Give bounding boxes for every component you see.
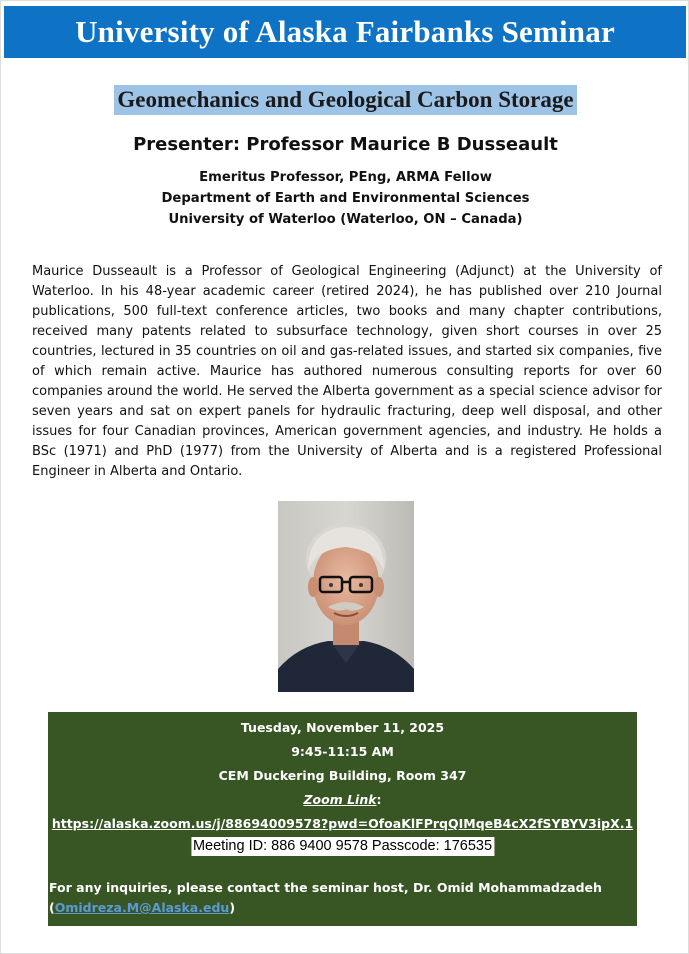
event-location: CEM Duckering Building, Room 347 — [218, 768, 467, 783]
presenter-bio: Maurice Dusseault is a Professor of Geological Engineering (Adjunct) at the University of Waterloo. In his 48-year academic career (retired 2024), he has published over 210 Journal publications, 500 full-text conference articles, two books and many chapter contributions, received many patents related to subsurface technology, given short courses in over 25 countries, lectured in 35 countries on oil and gas-related issues, and started six companies, five of which remain active. Maurice has authored numerous consulting reports for over 60 companies around the world. He served the Alberta government as a special science advisor for seven years and sat on expert panels for hydraulic fracturing, deep well disposal, and other issues for four Canadian provinces, American government agencies, and industry. He holds a BSc (1971) and PhD (1977) from the University of Alberta and is a registered Professional Engineer in Alberta and Ontario. — [32, 264, 662, 479]
event-time: 9:45-11:15 AM — [291, 744, 394, 759]
presenter-department: Department of Earth and Environmental Sciences — [161, 191, 530, 206]
contact-info: For any inquiries, please contact the seminar host, Dr. Omid Mohammadzadeh (Omidreza.M@Alaska.edu) — [49, 880, 602, 915]
presenter-role: Emeritus Professor, PEng, ARMA Fellow — [199, 170, 492, 185]
event-details-box — [48, 712, 637, 926]
seminar-banner — [4, 6, 686, 58]
talk-title: Geomechanics and Geological Carbon Storage — [114, 85, 576, 115]
contact-email-link[interactable]: Omidreza.M@Alaska.edu — [54, 900, 230, 915]
meeting-id-passcode: Meeting ID: 886 9400 9578 Passcode: 176535 — [192, 838, 493, 854]
zoom-url-link[interactable]: https://alaska.zoom.us/j/88694009578?pwd=OfoaKlFPrqQIMqeB4cX2fSYBYV3ipX.1 — [51, 816, 634, 831]
event-date: Tuesday, November 11, 2025 — [240, 720, 445, 735]
zoom-link-label[interactable]: Zoom Link — [303, 792, 377, 807]
presenter-affiliation — [1, 167, 689, 230]
zoom-link-label-row: Zoom Link: — [303, 792, 382, 807]
presenter-portrait-photo — [278, 501, 414, 692]
presenter-heading: Presenter: Professor Maurice B Dusseault — [133, 134, 558, 155]
contact-text: For any inquiries, please contact the seminar host, Dr. Omid Mohammadzadeh — [49, 880, 602, 895]
talk-title-wrap — [1, 85, 689, 115]
presenter-university: University of Waterloo (Waterloo, ON – Canada) — [168, 212, 523, 227]
banner-title: University of Alaska Fairbanks Seminar — [75, 14, 615, 49]
